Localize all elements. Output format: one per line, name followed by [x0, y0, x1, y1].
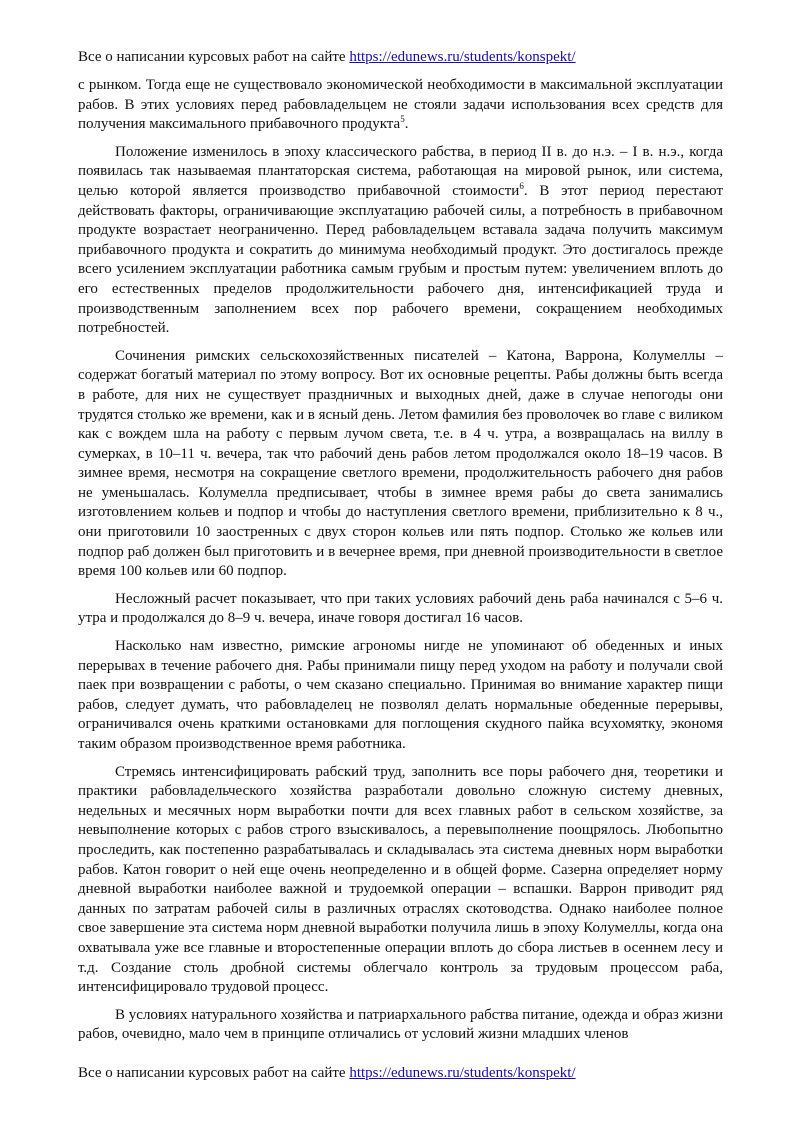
paragraph-5: Насколько нам известно, римские агрономы нигде не упоминают об обеденных и иных перерывах в течение рабочего дня. Рабы принимали пищу перед уходом на работу и получали свой паек при возвращении с работы, о чем сказано специально. Принимая во внимание характер пищи рабов, следует думать, что рабовладелец не позволял делать нормальные обеденные перерывы, ограничивался очень краткими остановками для поглощения скудного пайка всухомятку, экономя таким образом производственное время работника. — [78, 638, 723, 752]
paragraph-4: Несложный расчет показывает, что при таких условиях рабочий день раба начинался с 5–6 ч. утра и продолжался до 8–9 ч. вечера, иначе говоря достигал 16 часов. — [78, 590, 723, 627]
paragraph-3: Сочинения римских сельскохозяйственных писателей – Катона, Варрона, Колумеллы – содержат богатый материал по этому вопросу. Вот их основные рецепты. Рабы должны быть всегда в работе, для них не существует праздничных и выходных дней, даже в случае непогоды они трудятся столько же времени, как и в ясный день. Летом фамилия без проволочек во главе с виликом как с вождем шла на работу с первым лучом света, т.е. в 4 ч. утра, а возвращалась на виллу в сумерках, в 10–11 ч. вечера, так что рабочий день рабов летом продолжался около 18–19 часов. В зимнее время, несмотря на сокращение светлого времени, продолжительность рабочего дня рабов не уменьшалась. Колумелла предписывает, чтобы в зимнее время рабы до света занимались изготовлением кольев и подпор и чтобы до наступления светлого времени, приблизительно к 8 ч., они приготовили 10 заостренных с двух сторон кольев или пять подпор. Столько же кольев или подпор раб должен был приготовить и в вечернее время, при дневной производительности в светлое время 100 кольев или 60 подпор. — [78, 347, 723, 580]
document-body — [78, 76, 723, 1053]
footer-link[interactable]: https://edunews.ru/students/konspekt/ — [349, 1065, 576, 1081]
paragraph-6: Стремясь интенсифицировать рабский труд, заполнить все поры рабочего дня, теоретики и практики рабовладельческого хозяйства разработали довольно сложную систему дневных, недельных и месячных норм выработки почти для всех главных работ в сельском хозяйстве, за невыполнение которых с рабов строго взыскивалось, а перевыполнение поощрялось. Любопытно проследить, как постепенно разрабатывалась и складывалась эта система дневных норм выработки рабов. Катон говорит о ней еще очень неопределенно и в общей форме. Сазерна определяет норму дневной выработки наиболее важной и трудоемкой операции – вспашки. Варрон приводит ряд данных по затратам рабочей силы в различных отраслях скотоводства. Однако наиболее полное свое завершение эта система норм дневной выработки получила лишь в эпоху Колумеллы, когда она охватывала уже все главные и второстепенные операции вплоть до сбора листьев в осеннем лесу и т.д. Создание столь дробной системы облегчало контроль за трудовым процессом раба, интенсифицировало трудовой процесс. — [78, 763, 723, 996]
footnote-ref-5[interactable]: 5 — [400, 114, 405, 125]
paragraph-7: В условиях натурального хозяйства и патриархального рабства питание, одежда и образ жизни рабов, очевидно, мало чем в принципе отличались от условий жизни младших членов — [78, 1006, 723, 1043]
footer-text: Все о написании курсовых работ на сайте — [78, 1065, 350, 1081]
page-footer — [78, 1064, 728, 1084]
header-text: Все о написании курсовых работ на сайте — [78, 49, 350, 65]
paragraph-1: с рынком. Тогда еще не существовало экономической необходимости в максимальной эксплуатации рабов. В этих условиях перед рабовладельцем не стояли задачи использования всех средств для получения максимального прибавочного продукта$^5$. — [78, 77, 723, 133]
header-link[interactable]: https://edunews.ru/students/konspekt/ — [349, 49, 576, 65]
page-header — [78, 48, 728, 68]
paragraph-2: Положение изменилось в эпоху классического рабства, в период II в. до н.э. – I в. н.э., когда появилась так называемая плантаторская система, работающая на мировой рынок, или система, целью которой является производство прибавочной стоимости$^6$. В этот период перестают действовать факторы, ограничивающие эксплуатацию рабочей силы, а потребность в прибавочном продукте возрастает неограниченно. Перед рабовладельцем вставала задача получить максимум прибавочного продукта и сократить до минимума необходимый продукт. Это достигалось прежде всего усилением эксплуатации работника самым грубым и простым путем: увеличением вплоть до его естественных пределов продолжительности рабочего дня, интенсификацией труда и производственным заполнением всех пор рабочего времени, сокращением необходимых потребностей. — [78, 143, 723, 337]
footnote-ref-6[interactable]: 6 — [519, 180, 524, 191]
